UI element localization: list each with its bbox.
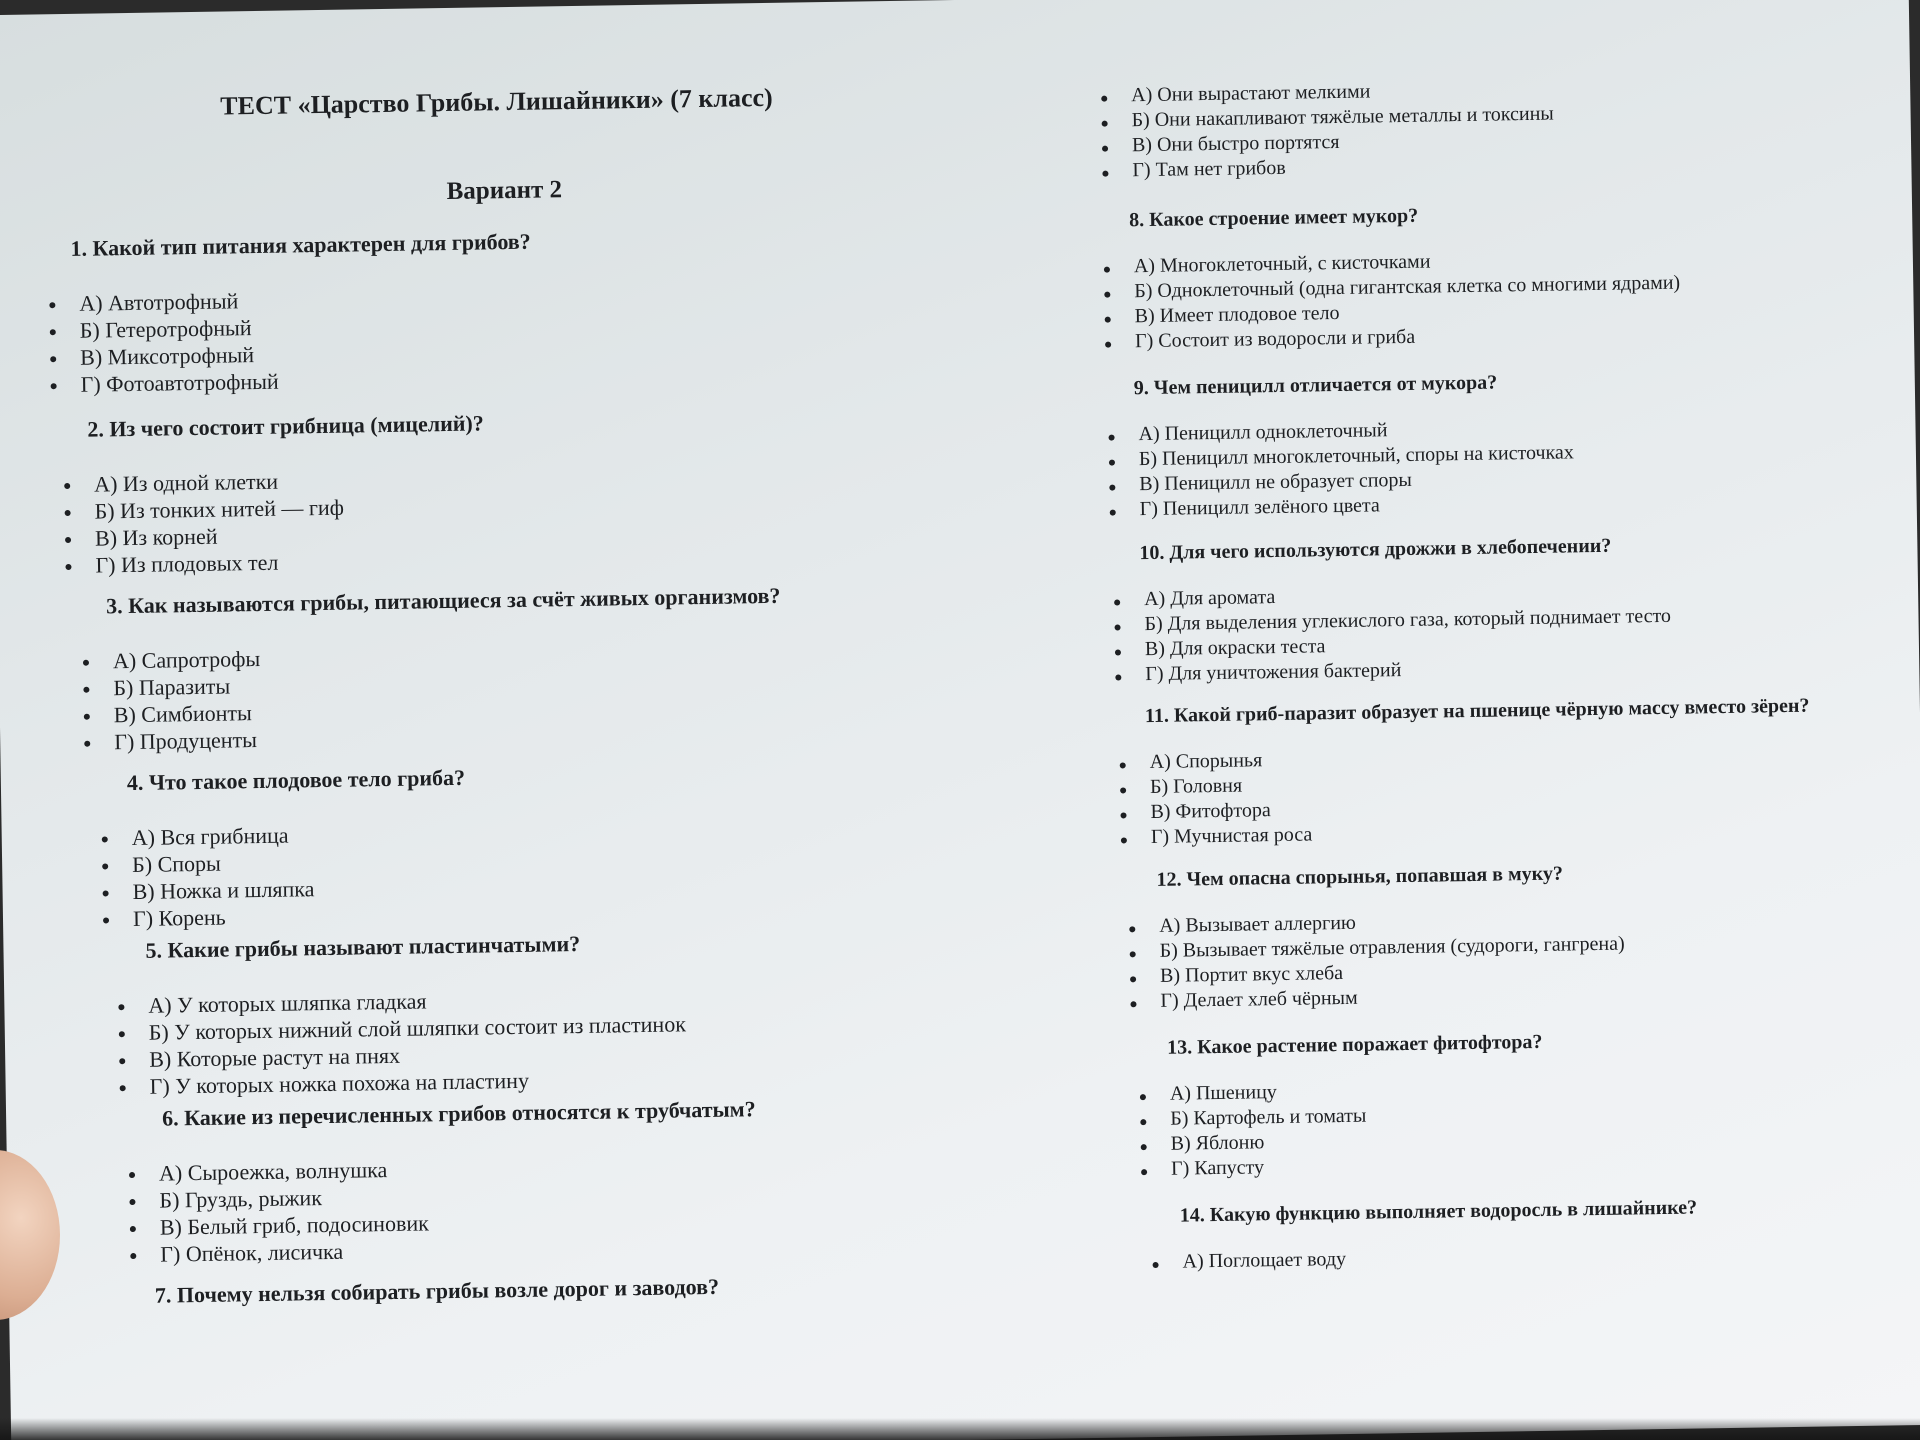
option-c: В) Которые растут на пнях xyxy=(113,1037,687,1073)
option-d: Г) Для уничтожения бактерий xyxy=(1109,654,1672,688)
option-b: Б) Гетеротрофный xyxy=(44,310,533,345)
options-list xyxy=(1098,246,1681,355)
option-d: Г) Состоит из водоросли и гриба xyxy=(1099,321,1681,355)
variant-heading: Вариант 2 xyxy=(446,176,563,205)
options-list xyxy=(1146,1241,1698,1275)
option-d: Г) Опёнок, лисичка xyxy=(124,1231,758,1268)
question-2 xyxy=(57,410,486,579)
question-title: 3. Как называются грибы, питающиеся за счёт живых организмов? xyxy=(105,582,781,619)
option-c: В) Портит вкус хлеба xyxy=(1124,957,1625,990)
option-b: Б) Одноклеточный (одна гигантская клетка со многими ядрами) xyxy=(1098,271,1680,305)
question-title: 4. Что такое плодовое тело гриба? xyxy=(126,764,466,796)
options-list xyxy=(96,819,468,933)
option-a: А) Из одной клетки xyxy=(58,464,485,498)
question-14 xyxy=(1146,1196,1698,1275)
option-a: А) Пеницилл одноклеточный xyxy=(1102,415,1573,447)
option-b: Б) Для выделения углекислого газа, который поднимает тесто xyxy=(1108,604,1671,638)
option-d: Г) Мучнистая роса xyxy=(1115,815,1812,851)
option-a: А) Сыроежка, волнушка xyxy=(123,1150,757,1187)
question-8 xyxy=(1097,201,1681,355)
option-b: Б) Груздь, рыжик xyxy=(123,1177,757,1214)
question-5 xyxy=(111,929,687,1100)
option-b: Б) Головня xyxy=(1114,765,1811,801)
question-12 xyxy=(1122,862,1625,1015)
option-d: Г) Пеницилл зелёного цвета xyxy=(1104,490,1575,522)
option-a: А) Вызывает аллергию xyxy=(1123,907,1624,940)
question-title: 12. Чем опасна спорынья, попавшая в муку? xyxy=(1156,862,1564,891)
option-a: А) Поглощает воду xyxy=(1146,1241,1698,1275)
options-list xyxy=(43,283,533,399)
question-7-options xyxy=(1095,77,1555,184)
question-title: 6. Какие из перечисленных грибов относятся к трубчатым? xyxy=(161,1096,756,1131)
option-a: А) Пшеницу xyxy=(1134,1076,1544,1107)
option-c: В) Из корней xyxy=(59,518,486,552)
question-title: 11. Какой гриб-паразит образует на пшенице чёрную массу вместо зёрен? xyxy=(1144,694,1810,728)
option-c: В) Они быстро портятся xyxy=(1096,127,1555,159)
option-b: Б) Картофель и томаты xyxy=(1134,1101,1544,1132)
question-11 xyxy=(1113,695,1812,851)
option-c: В) Симбионты xyxy=(78,691,783,729)
options-list xyxy=(1108,579,1672,688)
option-b: Б) Вызывает тяжёлые отравления (судороги, гангрена) xyxy=(1123,932,1624,965)
options-list xyxy=(1095,77,1555,184)
document-title: ТЕСТ «Царство Грибы. Лишайники» (7 класс) xyxy=(220,82,773,121)
question-13 xyxy=(1133,1031,1545,1182)
option-c: В) Белый гриб, подосиновик xyxy=(124,1204,758,1241)
question-title: 10. Для чего используются дрожжи в хлебопечении? xyxy=(1139,534,1612,565)
option-b: Б) Пеницилл многоклеточный, споры на кисточках xyxy=(1103,440,1574,472)
option-c: В) Миксотрофный xyxy=(44,337,533,372)
option-b: Б) У которых нижний слой шляпки состоит из пластинок xyxy=(113,1010,687,1046)
question-9 xyxy=(1102,370,1575,522)
option-a: А) Вся грибница xyxy=(96,819,467,852)
options-list xyxy=(1113,740,1811,851)
option-b: Б) Паразиты xyxy=(77,664,782,702)
option-a: А) Для аромата xyxy=(1108,579,1671,613)
option-d: Г) Фотоавтотрофный xyxy=(44,364,533,399)
options-list xyxy=(1102,415,1574,522)
option-d: Г) Корень xyxy=(97,900,468,933)
options-list xyxy=(123,1150,758,1268)
bottom-shadow xyxy=(0,1418,1920,1440)
option-b: Б) Из тонких нитей — гиф xyxy=(58,491,485,525)
question-10 xyxy=(1107,534,1672,688)
question-7 xyxy=(155,1274,720,1329)
option-d: Г) У которых ножка похожа на пластину xyxy=(113,1064,687,1100)
option-d: Г) Там нет грибов xyxy=(1096,152,1555,184)
option-d: Г) Продуценты xyxy=(78,718,783,756)
option-a: А) Многоклеточный, с кисточками xyxy=(1098,246,1680,280)
option-d: Г) Капусту xyxy=(1135,1151,1545,1182)
option-c: В) Яблоню xyxy=(1134,1126,1544,1157)
question-title: 7. Почему нельзя собирать грибы возле дорог и заводов? xyxy=(154,1273,720,1308)
option-c: В) Фитофтора xyxy=(1114,790,1811,826)
option-b: Б) Они накапливают тяжёлые металлы и токсины xyxy=(1095,102,1554,134)
question-4 xyxy=(95,765,468,933)
option-b: Б) Споры xyxy=(96,846,467,879)
options-list xyxy=(77,637,783,756)
question-1 xyxy=(42,229,533,399)
option-a: А) У которых шляпка гладкая xyxy=(112,983,686,1019)
option-d: Г) Делает хлеб чёрным xyxy=(1124,982,1625,1015)
option-c: В) Ножка и шляпка xyxy=(96,873,467,906)
option-a: А) Автотрофный xyxy=(43,283,532,318)
question-title: 8. Какое строение имеет мукор? xyxy=(1128,204,1419,232)
question-title: 9. Чем пеницилл отличается от мукора? xyxy=(1133,371,1498,400)
option-c: В) Пеницилл не образует споры xyxy=(1103,465,1574,497)
question-6 xyxy=(122,1096,758,1268)
options-list xyxy=(1123,907,1626,1015)
option-c: В) Имеет плодовое тело xyxy=(1098,296,1680,330)
options-list xyxy=(58,464,486,579)
option-d: Г) Из плодовых тел xyxy=(59,545,486,579)
option-c: В) Для окраски теста xyxy=(1109,629,1672,663)
question-title: 14. Какую функцию выполняет водоросль в лишайнике? xyxy=(1179,1196,1698,1227)
question-title: 5. Какие грибы называют пластинчатыми? xyxy=(145,930,581,963)
question-title: 1. Какой тип питания характерен для грибов? xyxy=(70,228,531,261)
options-list xyxy=(1134,1076,1545,1182)
option-a: А) Они вырастают мелкими xyxy=(1095,77,1554,109)
options-list xyxy=(112,983,687,1100)
question-title: 13. Какое растение поражает фитофтора? xyxy=(1167,1030,1543,1059)
question-3 xyxy=(76,583,783,756)
question-title: 2. Из чего состоит грибница (мицелий)? xyxy=(87,410,484,442)
option-a: А) Сапротрофы xyxy=(77,637,782,675)
option-a: А) Спорынья xyxy=(1113,740,1810,776)
